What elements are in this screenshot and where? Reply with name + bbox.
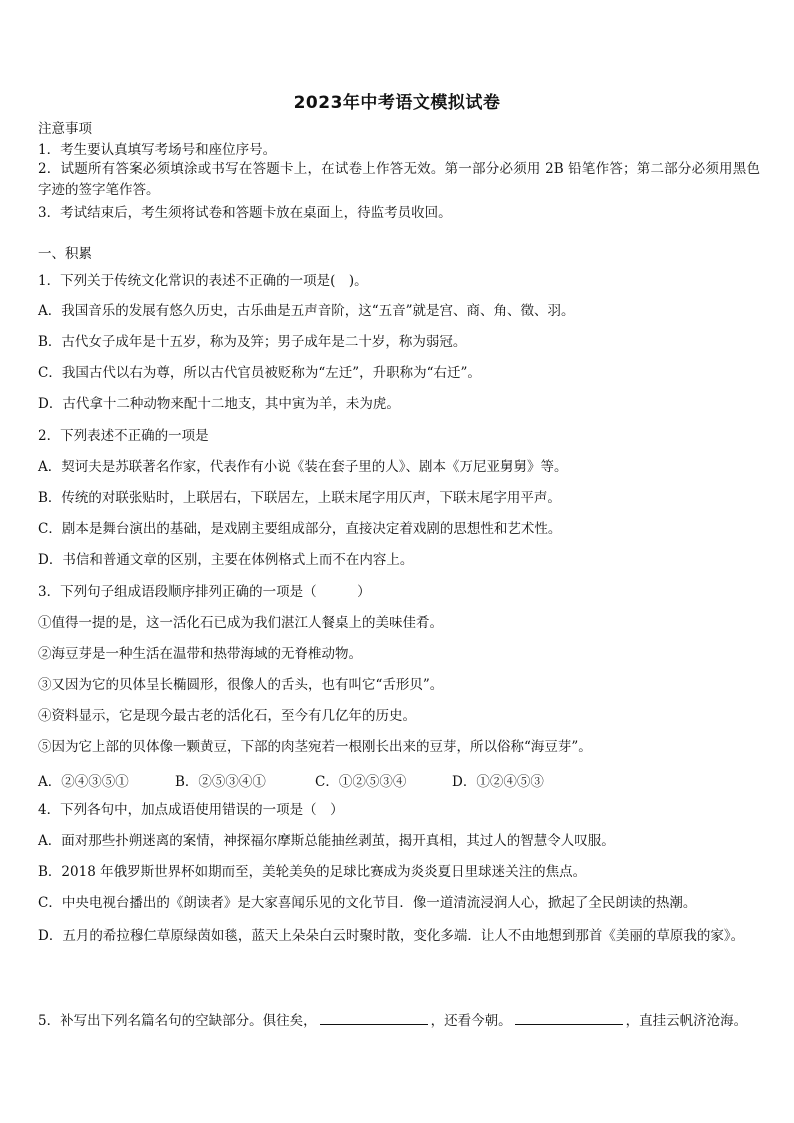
q3-sentence-4: ④资料显示，它是现今最古老的活化石，至今有几亿年的历史。 xyxy=(38,708,416,724)
q2-option-b: B．传统的对联张贴时，上联居右，下联居左，上联末尾字用仄声，下联末尾字用平声。 xyxy=(38,490,561,506)
q2-stem: 2．下列表述不正确的一项是 xyxy=(38,428,209,444)
q3-option-a: A．②④③⑤① xyxy=(38,774,129,790)
q3-option-b: B．②⑤③④① xyxy=(175,774,266,790)
q5-prefix: 5．补写出下列名篇名句的空缺部分。俱往矣， xyxy=(38,1013,317,1029)
q3-option-c: C．①②⑤③④ xyxy=(315,774,407,790)
q3-sentence-3: ③又因为它的贝体呈长椭圆形，很像人的舌头，也有叫它“舌形贝”。 xyxy=(38,677,444,693)
notice-heading: 注意事项 xyxy=(38,121,92,137)
q3-option-d: D．①②④⑤③ xyxy=(452,774,544,790)
q5-suffix: ，直挂云帆济沧海。 xyxy=(625,1013,748,1029)
page-title: 2023年中考语文模拟试卷 xyxy=(293,93,501,113)
q1-option-b: B．古代女子成年是十五岁，称为及笄；男子成年是二十岁，称为弱冠。 xyxy=(38,334,467,350)
q4-option-a: A．面对那些扑朔迷离的案情，神探福尔摩斯总能抽丝剥茧，揭开真相，其过人的智慧令人叹服。 xyxy=(38,833,615,849)
q5-middle: ，还看今朝。 xyxy=(430,1013,512,1029)
q4-option-d: D．五月的希拉穆仁草原绿茵如毯，蓝天上朵朵白云时聚时散，变化多端．让人不由地想到那首《美丽的草原我的家》。 xyxy=(38,928,745,944)
q2-option-a: A．契诃夫是苏联著名作家，代表作有小说《装在套子里的人》、剧本《万尼亚舅舅》等。 xyxy=(38,459,568,475)
q5-stem xyxy=(38,1010,747,1030)
q4-stem: 4．下列各句中，加点成语使用错误的一项是（ ） xyxy=(38,802,344,818)
section-heading-accumulation: 一、积累 xyxy=(38,246,92,262)
notice-item-2: 2．试题所有答案必须填涂或书写在答题卡上，在试卷上作答无效。第一部分必须用 2B 铅笔作答；第二部分必须用黑色字迹的签字笔作答。 xyxy=(38,161,760,198)
q1-stem: 1．下列关于传统文化常识的表述不正确的一项是( )。 xyxy=(38,273,368,289)
notice-item-3: 3．考试结束后，考生须将试卷和答题卡放在桌面上，待监考员收回。 xyxy=(38,205,452,221)
q3-options xyxy=(38,770,544,790)
q5-answer-blank-1[interactable] xyxy=(320,1010,428,1025)
q3-sentence-1: ①值得一提的是，这一活化石已成为我们湛江人餐桌上的美味佳肴。 xyxy=(38,615,443,631)
q3-sentence-2: ②海豆芽是一种生活在温带和热带海域的无脊椎动物。 xyxy=(38,646,362,662)
q3-stem: 3．下列句子组成语段顺序排列正确的一项是（ ） xyxy=(38,584,371,600)
q4-option-b: B．2018 年俄罗斯世界杯如期而至，美轮美奂的足球比赛成为炎炎夏日里球迷关注的焦点。 xyxy=(38,864,587,880)
q3-sentence-5: ⑤因为它上部的贝体像一颗黄豆，下部的肉茎宛若一根刚长出来的豆芽，所以俗称“海豆芽”。 xyxy=(38,739,592,755)
q1-option-c: C．我国古代以右为尊，所以古代官员被贬称为“左迁”，升职称为“右迁”。 xyxy=(38,365,481,381)
q1-option-a: A．我国音乐的发展有悠久历史，古乐曲是五声音阶，这“五音”就是宫、商、角、徵、羽。 xyxy=(38,303,575,319)
q4-option-c: C．中央电视台播出的《朗读者》是大家喜闻乐见的文化节目．像一道清流浸润人心，掀起了全民朗读的热潮。 xyxy=(38,895,697,911)
q2-option-d: D．书信和普通文章的区别，主要在体例格式上而不在内容上。 xyxy=(38,552,414,568)
q2-option-c: C．剧本是舞台演出的基础，是戏剧主要组成部分，直接决定着戏剧的思想性和艺术性。 xyxy=(38,521,562,537)
q5-answer-blank-2[interactable] xyxy=(515,1010,623,1025)
notice-item-1: 1．考生要认真填写考场号和座位序号。 xyxy=(38,142,277,158)
q1-option-d: D．古代拿十二种动物来配十二地支，其中寅为羊，未为虎。 xyxy=(38,396,400,412)
